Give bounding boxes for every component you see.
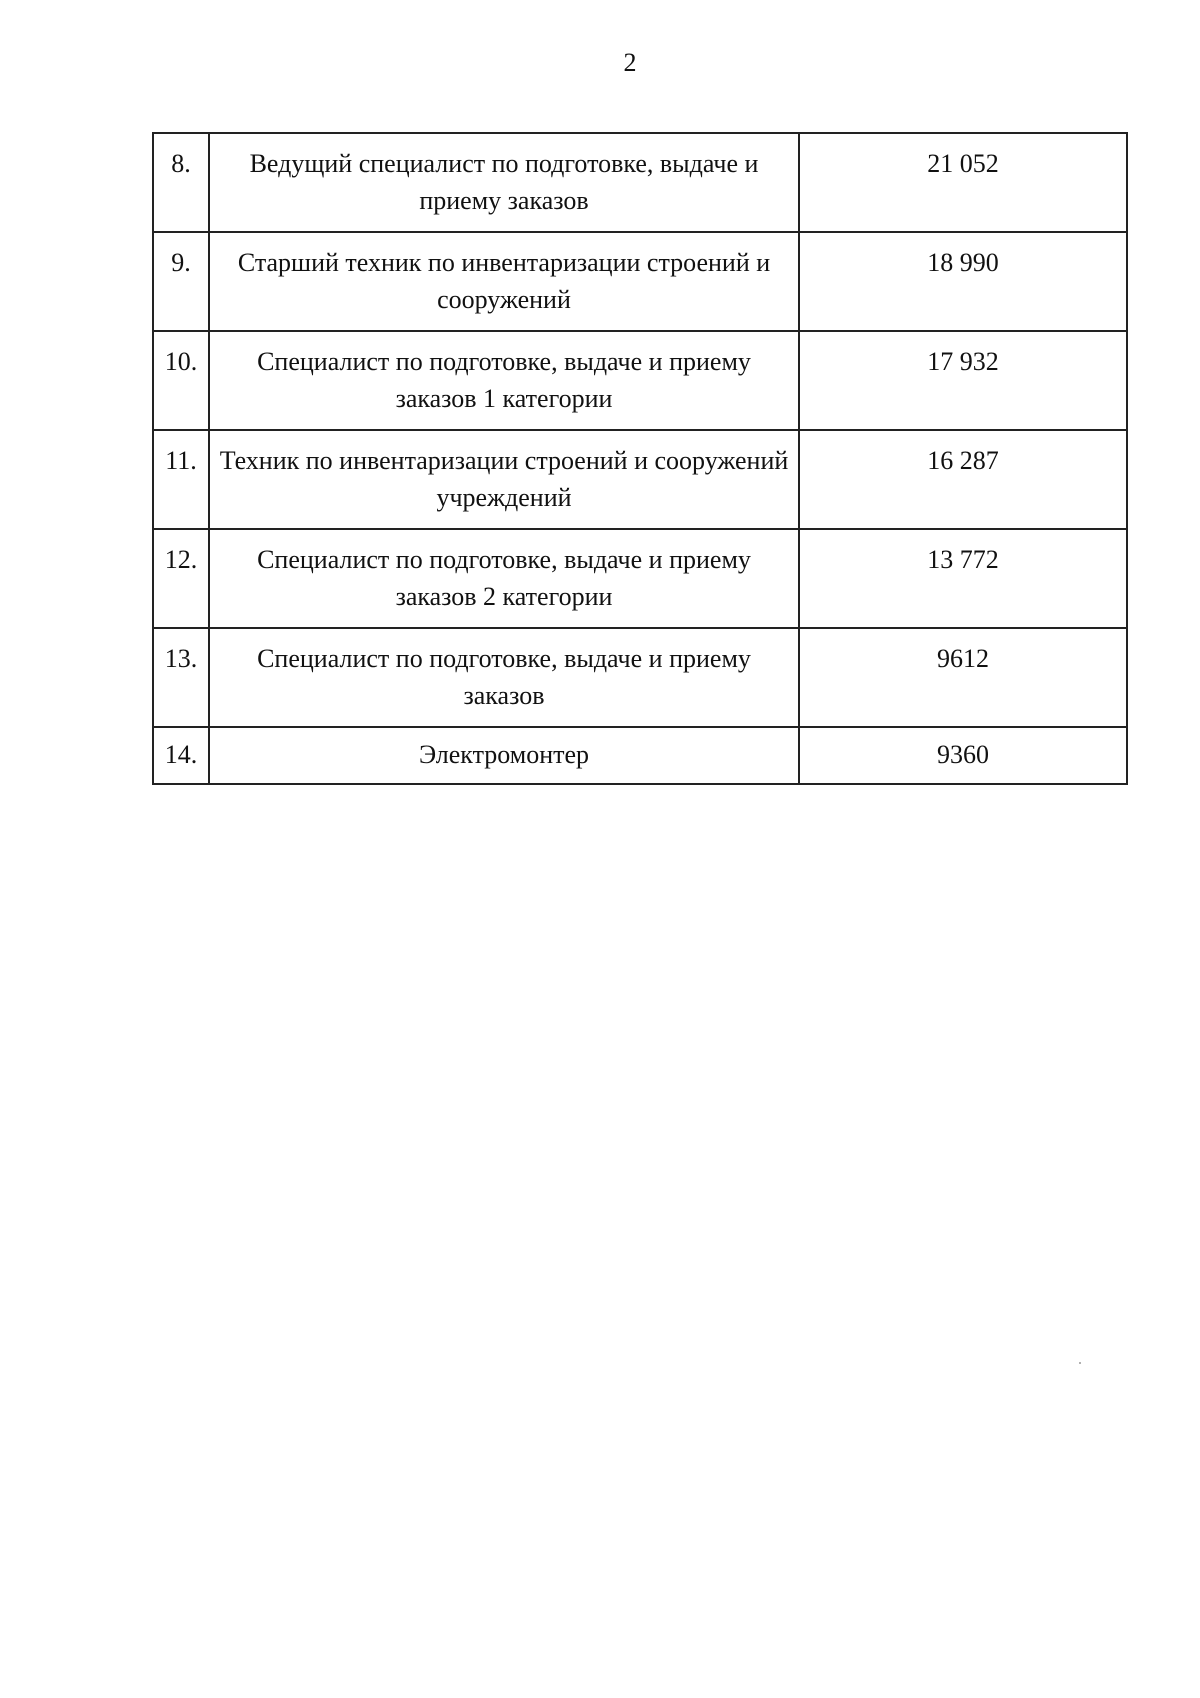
position-value: 9612 — [799, 628, 1127, 727]
position-value: 9360 — [799, 727, 1127, 784]
row-number: 12. — [153, 529, 209, 628]
position-value: 18 990 — [799, 232, 1127, 331]
position-name: Специалист по подготовке, выдаче и приему заказов 2 категории — [209, 529, 799, 628]
position-value: 21 052 — [799, 133, 1127, 232]
position-name: Ведущий специалист по подготовке, выдаче и приему заказов — [209, 133, 799, 232]
position-name: Техник по инвентаризации строений и сооружений учреждений — [209, 430, 799, 529]
table-row — [153, 430, 1127, 529]
row-number: 10. — [153, 331, 209, 430]
page-number: 2 — [623, 48, 637, 77]
scan-speck — [1079, 1362, 1081, 1364]
position-name: Специалист по подготовке, выдаче и приему заказов 1 категории — [209, 331, 799, 430]
row-number: 13. — [153, 628, 209, 727]
table-row — [153, 331, 1127, 430]
row-number: 11. — [153, 430, 209, 529]
table-row — [153, 727, 1127, 784]
position-name: Специалист по подготовке, выдаче и приему заказов — [209, 628, 799, 727]
positions-table — [152, 132, 1128, 785]
position-value: 13 772 — [799, 529, 1127, 628]
position-value: 16 287 — [799, 430, 1127, 529]
position-name: Старший техник по инвентаризации строений и сооружений — [209, 232, 799, 331]
table-row — [153, 232, 1127, 331]
table-row — [153, 628, 1127, 727]
table-row — [153, 133, 1127, 232]
row-number: 9. — [153, 232, 209, 331]
position-value: 17 932 — [799, 331, 1127, 430]
position-name: Электромонтер — [209, 727, 799, 784]
row-number: 14. — [153, 727, 209, 784]
table-row — [153, 529, 1127, 628]
row-number: 8. — [153, 133, 209, 232]
